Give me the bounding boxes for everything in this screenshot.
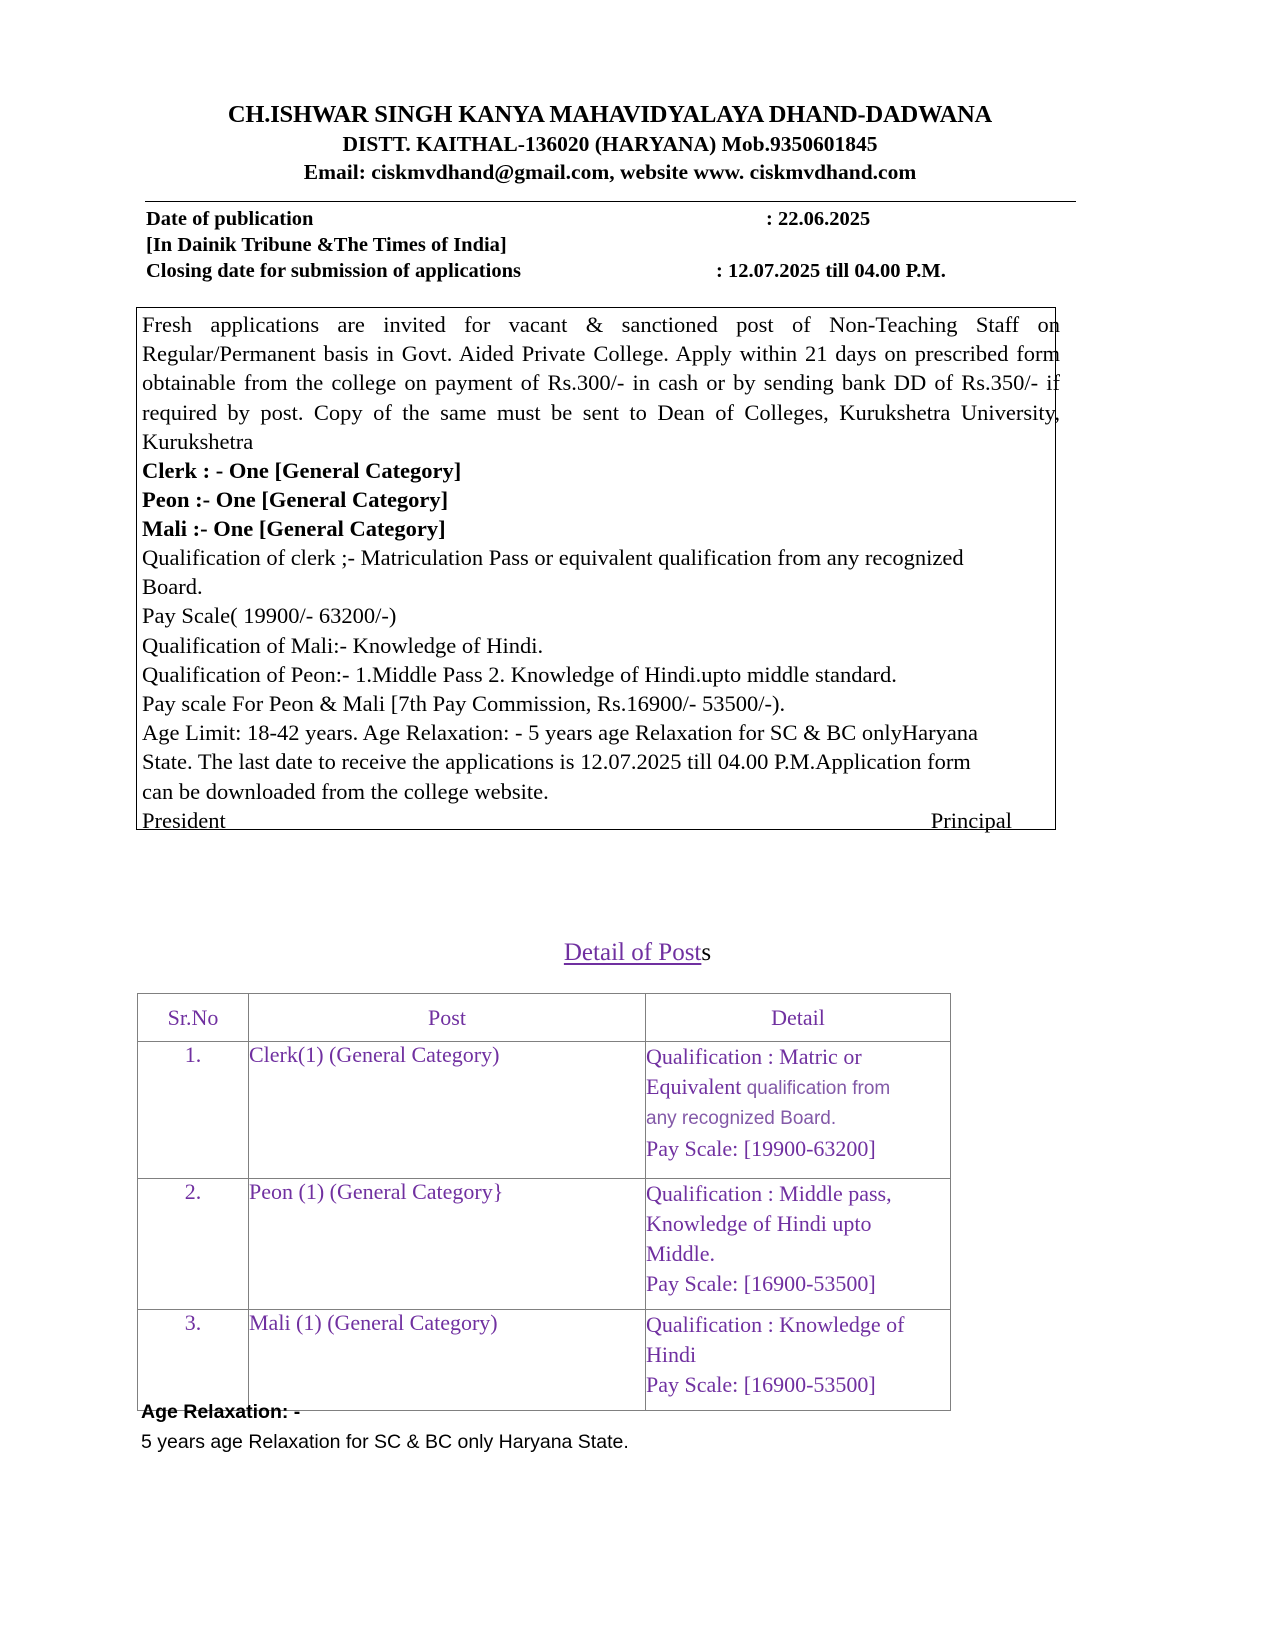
table-row (138, 1042, 951, 1179)
table-row (138, 1310, 951, 1411)
age-relaxation-label: Age Relaxation: - (141, 1401, 301, 1423)
signature-row (142, 806, 1012, 835)
row-1-detail-line-1: Qualification : Matric or (646, 1044, 862, 1069)
post-mali-line: Mali :- One [General Category] (142, 516, 446, 542)
payscale-clerk-line: Pay Scale( 19900/- 63200/-) (142, 603, 397, 629)
row-3-detail (646, 1310, 951, 1411)
row-3-detail-line-2: Hindi (646, 1342, 697, 1367)
row-1-detail-sans-1: qualification from (741, 1078, 891, 1099)
column-header-detail: Detail (646, 994, 951, 1042)
row-1-detail-sans-2: any recognized Board. (646, 1108, 837, 1129)
row-1-post: Clerk(1) (General Category) (249, 1042, 646, 1179)
closing-date-value: : 12.07.2025 till 04.00 P.M. (716, 260, 946, 282)
row-2-detail-payscale: Pay Scale: [16900-53500] (646, 1271, 876, 1296)
row-2-detail-line-2: Knowledge of Hindi upto (646, 1211, 872, 1236)
detail-of-posts-heading-tail: s (701, 939, 712, 966)
post-peon-line: Peon :- One [General Category] (142, 487, 449, 513)
age-limit-line-1: Age Limit: 18-42 years. Age Relaxation: - 5 years age Relaxation for SC & BC onlyHaryana (142, 720, 979, 746)
institution-name: CH.ISHWAR SINGH KANYA MAHAVIDYALAYA DHAND-DADWANA (227, 101, 993, 128)
row-2-sr-no: 2. (138, 1179, 249, 1310)
detail-of-posts-heading (0, 939, 1275, 967)
document-header (145, 100, 1075, 186)
row-1-detail (646, 1042, 951, 1179)
row-2-post: Peon (1) (General Category} (249, 1179, 646, 1310)
row-2-detail (646, 1179, 951, 1310)
payscale-peon-mali-line: Pay scale For Peon & Mali [7th Pay Commission, Rs.16900/- 53500/-). (142, 691, 786, 717)
notice-paragraph: Fresh applications are invited for vacant & sanctioned post of Non-Teaching Staff on Regular/Permanent basis in Govt. Aided Private College. Apply within 21 days on prescribed form obtainable from the college on payment of Rs.300/- in cash or by sending bank DD of Rs.350/- if required by post. Copy of the same must be sent to Dean of Colleges, Kurukshetra University, Kurukshetra (142, 312, 1060, 454)
column-header-sr-no: Sr.No (138, 994, 249, 1042)
posts-table (137, 993, 951, 1411)
district-line: DISTT. KAITHAL-136020 (HARYANA) Mob.9350601845 (342, 132, 878, 156)
age-limit-line-3: can be downloaded from the college website. (142, 778, 549, 804)
row-3-detail-line-1: Qualification : Knowledge of (646, 1312, 905, 1337)
qualification-clerk-line-2: Board. (142, 574, 203, 600)
row-3-detail-payscale: Pay Scale: [16900-53500] (646, 1372, 876, 1397)
publication-date-value: : 22.06.2025 (766, 208, 871, 230)
qualification-clerk-line-1: Qualification of clerk ;- Matriculation Pass or equivalent qualification from any recognized (142, 545, 964, 571)
signature-principal: Principal (930, 807, 1012, 833)
closing-date-label: Closing date for submission of applications (146, 260, 521, 282)
table-header-row (138, 994, 951, 1042)
row-1-detail-payscale: Pay Scale: [19900-63200] (646, 1136, 876, 1161)
footer-age-relaxation (141, 1397, 1041, 1457)
row-3-post: Mali (1) (General Category) (249, 1310, 646, 1411)
row-1-sr-no: 1. (138, 1042, 249, 1179)
closing-date-row (146, 258, 1076, 284)
post-clerk-line: Clerk : - One [General Category] (142, 458, 462, 484)
contact-line: Email: ciskmvdhand@gmail.com, website www. ciskmvdhand.com (303, 160, 917, 184)
signature-president: President (142, 807, 226, 833)
posts-table-head (138, 994, 951, 1042)
row-3-sr-no: 3. (138, 1310, 249, 1411)
newspapers-row (146, 232, 1076, 258)
row-1-detail-equivalent: Equivalent (646, 1074, 742, 1099)
detail-of-posts-heading-main: Detail of Post (563, 939, 702, 966)
row-2-detail-line-3: Middle. (646, 1241, 716, 1266)
column-header-post: Post (249, 994, 646, 1042)
header-divider (145, 201, 1076, 202)
age-limit-line-2: State. The last date to receive the applications is 12.07.2025 till 04.00 P.M.Application form (142, 749, 971, 775)
notice-content (142, 310, 1082, 835)
date-block (146, 206, 1076, 284)
table-row (138, 1179, 951, 1310)
newspapers-label: [In Dainik Tribune &The Times of India] (146, 234, 507, 256)
row-1-detail-line-2 (646, 1072, 950, 1104)
publication-date-row (146, 206, 1076, 232)
age-relaxation-text: 5 years age Relaxation for SC & BC only Haryana State. (141, 1431, 629, 1453)
row-2-detail-line-1: Qualification : Middle pass, (646, 1181, 892, 1206)
publication-date-label: Date of publication (146, 208, 314, 230)
posts-table-body (138, 1042, 951, 1411)
qualification-peon-line: Qualification of Peon:- 1.Middle Pass 2. Knowledge of Hindi.upto middle standard. (142, 661, 897, 687)
qualification-mali-line: Qualification of Mali:- Knowledge of Hindi. (142, 632, 544, 658)
